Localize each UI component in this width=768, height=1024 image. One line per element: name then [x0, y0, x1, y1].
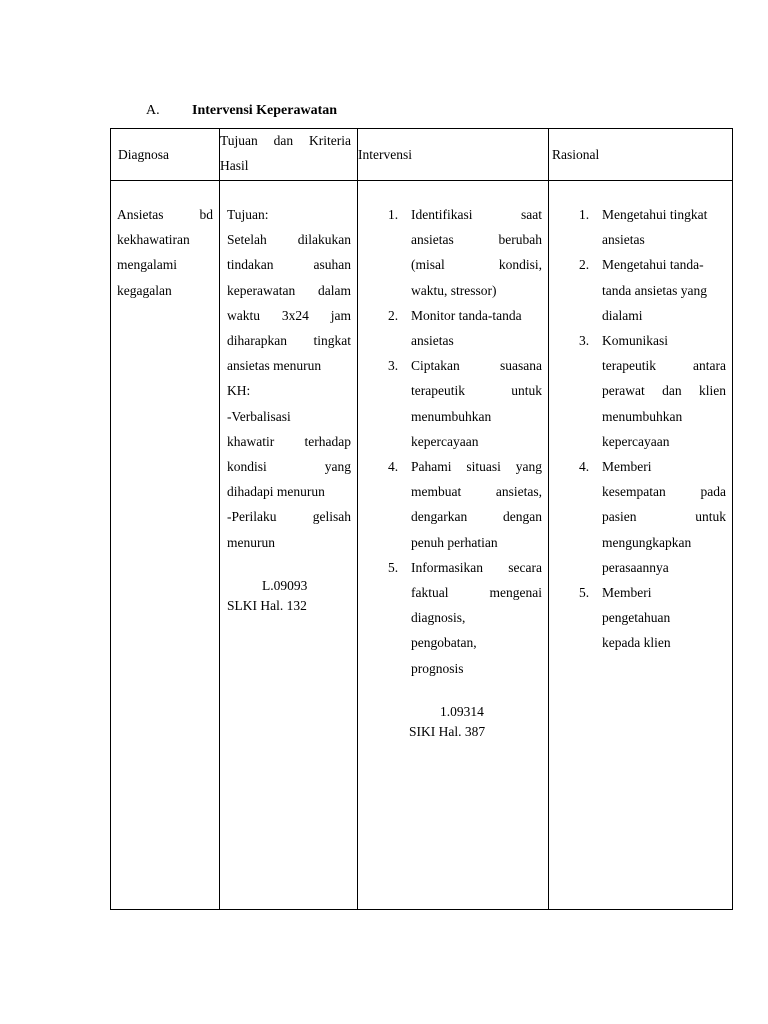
- section-letter: A.: [146, 103, 160, 118]
- tujuan-line: khawatir terhadap: [227, 433, 351, 449]
- list-item: 1. Identifikasi saat ansietas berubah (misal kondisi, waktu, stressor): [388, 207, 542, 298]
- tujuan-line: keperawatan dalam: [227, 282, 351, 298]
- header-intervensi: Intervensi: [358, 129, 549, 181]
- list-item: 3. Komunikasi terapeutik antara perawat dan klien menumbuhkan kepercayaan: [579, 333, 726, 449]
- diagnosa-line: kekhawatiran: [117, 232, 190, 248]
- section-title: Intervensi Keperawatan: [192, 103, 338, 118]
- intervensi-ref: SIKI Hal. 387: [409, 723, 486, 739]
- cell-diagnosa: [111, 181, 220, 910]
- tujuan-code: L.09093: [262, 577, 308, 593]
- header-tujuan-line2: Hasil: [220, 157, 249, 173]
- tujuan-line: -Perilaku gelisah: [227, 509, 351, 525]
- tujuan-line: Setelah dilakukan: [227, 232, 351, 248]
- list-item: 2. Mengetahui tanda- tanda ansietas yang dialami: [579, 257, 707, 323]
- intervensi-table: [110, 128, 733, 910]
- cell-intervensi: [358, 181, 549, 910]
- intervensi-reference: [358, 702, 548, 742]
- header-tujuan-line1: Tujuan dan Kriteria: [220, 132, 351, 148]
- list-item: 5. Memberi pengetahuan kepada klien: [579, 585, 671, 651]
- tujuan-line: tindakan asuhan: [227, 257, 351, 273]
- tujuan-ref: SLKI Hal. 132: [227, 597, 307, 613]
- table-row: [111, 181, 733, 910]
- list-item: 4. Pahami situasi yang membuat ansietas, dengarkan dengan penuh perhatian: [388, 459, 542, 550]
- header-rasional: Rasional: [549, 129, 733, 181]
- cell-tujuan: [220, 181, 358, 910]
- tujuan-line: Tujuan:: [227, 207, 269, 222]
- header-diagnosa: Diagnosa: [111, 129, 220, 181]
- rasional-list: [549, 202, 732, 656]
- cell-rasional: [549, 181, 733, 910]
- diagnosa-line: kegagalan: [117, 282, 172, 298]
- diagnosa-line: mengalami: [117, 257, 177, 273]
- list-item: 1. Mengetahui tingkat ansietas: [579, 207, 708, 248]
- header-tujuan: [220, 129, 358, 181]
- tujuan-line: ansietas menurun: [227, 358, 322, 374]
- intervensi-code: 1.09314: [440, 703, 484, 719]
- diagnosa-line: Ansietas bd: [117, 207, 213, 222]
- tujuan-line: dihadapi menurun: [227, 484, 325, 500]
- list-item: 3. Ciptakan suasana terapeutik untuk menumbuhkan kepercayaan: [388, 358, 542, 449]
- tujuan-reference: [227, 576, 351, 616]
- table-header-row: [111, 129, 733, 181]
- tujuan-line: menurun: [227, 534, 275, 550]
- tujuan-line: KH:: [227, 383, 251, 399]
- list-item: 5. Informasikan secara faktual mengenai diagnosis, pengobatan, prognosis: [388, 559, 542, 676]
- tujuan-line: -Verbalisasi: [227, 408, 291, 424]
- section-heading: [146, 101, 337, 121]
- intervensi-list: [358, 202, 548, 681]
- tujuan-line: diharapkan tingkat: [227, 333, 351, 349]
- tujuan-line: waktu 3x24 jam: [227, 307, 351, 323]
- tujuan-line: kondisi yang: [227, 459, 351, 475]
- list-item: 2. Monitor tanda-tanda ansietas: [388, 307, 522, 349]
- list-item: 4. Memberi kesempatan pada pasien untuk mengungkapkan perasaannya: [579, 459, 726, 575]
